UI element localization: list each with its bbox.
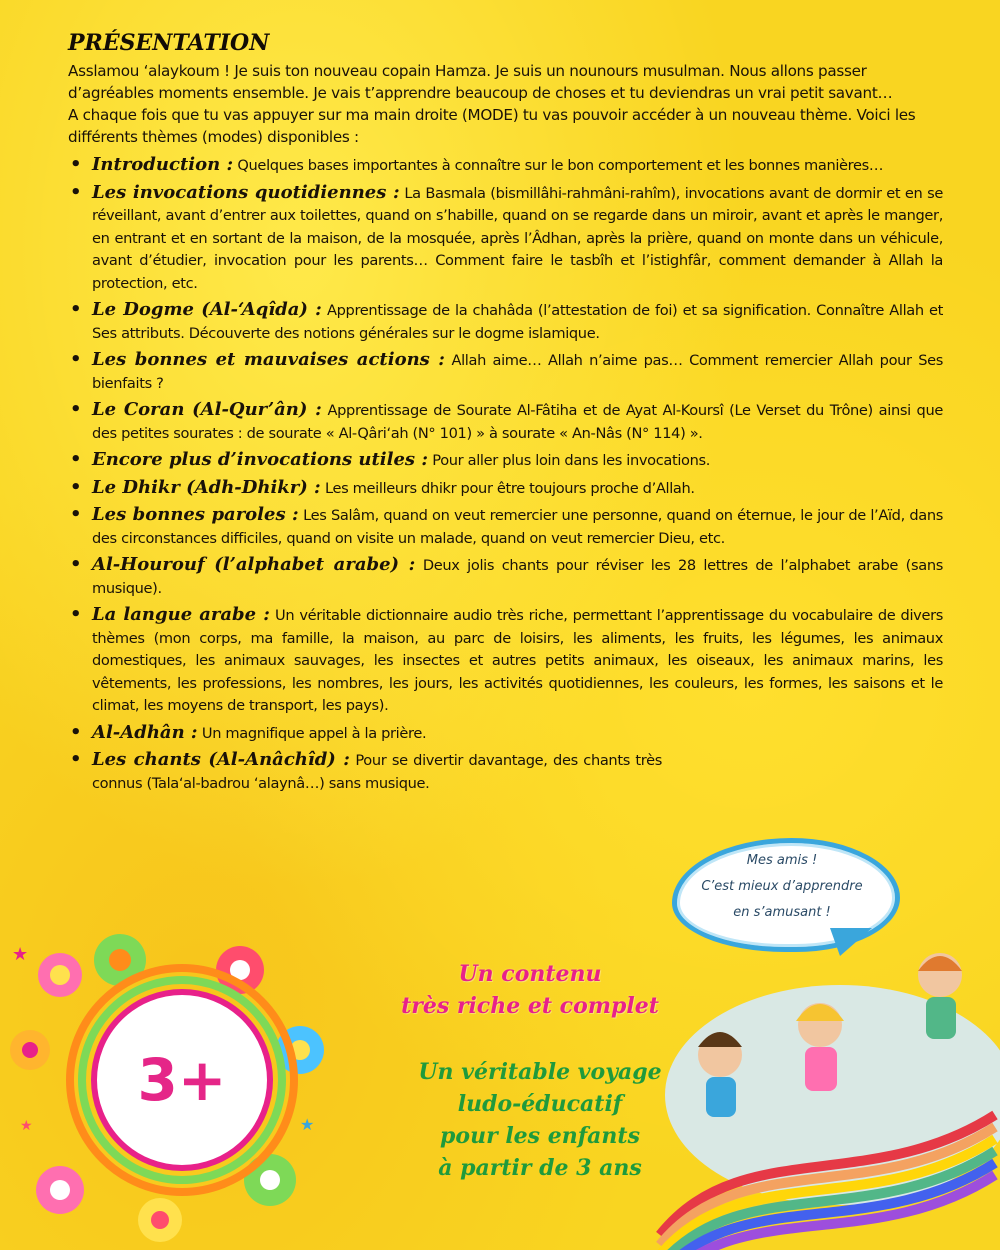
page-title: PRÉSENTATION	[68, 30, 270, 56]
flower-icon	[38, 953, 82, 997]
bubble-line: C’est mieux d’apprendre	[701, 879, 863, 894]
mode-term: Al-Hourouf (l’alphabet arabe) :	[92, 554, 416, 575]
kids-rainbow-illustration	[650, 935, 1000, 1250]
slogan-line: à partir de 3 ans	[438, 1155, 642, 1181]
list-item	[68, 477, 943, 501]
list-item	[68, 182, 943, 296]
mode-description: La Basmala (bismillâhi-rahmâni-rahîm), invocations avant de dormir et en se réveillant, avant d’entrer aux toilettes, quand on s’habille, quand on se regarde dans un miroir, avant et après le manger, en entrant et en sortant de la maison, de la mosquée, après l’Âdhan, après la prière, quand on monte dans un véhicule, avant d’étudier, invocation pour les parents… Comment faire le tasbîh et l’istighfâr, comment demander à Allah la protection, etc.	[92, 184, 943, 292]
mode-term: Introduction :	[92, 154, 234, 175]
list-item	[68, 749, 662, 795]
age-badge-label: 3+	[137, 1046, 227, 1114]
intro-paragraph: A chaque fois que tu vas appuyer sur ma main droite (MODE) tu vas pouvoir accéder à un nouveau thème. Voici les différents thèmes (modes) disponibles :	[68, 106, 916, 146]
slogan-line: ludo-éducatif	[457, 1091, 623, 1117]
mode-term: Le Dhikr (Adh-Dhikr) :	[92, 476, 321, 498]
slogan-line: Un contenu	[458, 961, 602, 987]
mode-term: Encore plus d’invocations utiles :	[92, 449, 428, 470]
list-item	[68, 349, 943, 395]
flower-icon	[10, 1030, 50, 1070]
mode-description: Un magnifique appel à la prière.	[197, 724, 427, 742]
slogan-line: Un véritable voyage	[418, 1059, 662, 1085]
list-item	[68, 722, 943, 746]
bubble-line: Mes amis !	[746, 853, 818, 868]
speech-bubble-text	[680, 848, 884, 926]
mode-term: Les chants (Al-Anâchîd) :	[92, 749, 350, 770]
slogan-line: pour les enfants	[440, 1123, 640, 1149]
mode-description: Les Salâm, quand on veut remercier une personne, quand on éternue, le jour de l’Aïd, dans des circonstances difficiles, quand on visite un malade, quand on veut remercier Dieu, etc.	[92, 507, 943, 547]
mode-description: Quelques bases importantes à connaître sur le bon comportement et les bonnes manières…	[233, 157, 884, 174]
mode-description: Pour se divertir davantage, des chants très connus (Tala‘al-badrou ‘alaynâ…) sans musique.	[92, 752, 662, 792]
mode-term: Le Coran (Al-Qur’ân) :	[92, 399, 322, 420]
bubble-line: en s’amusant !	[733, 905, 831, 920]
mode-description: Allah aime… Allah n’aime pas… Comment remercier Allah pour Ses bienfaits ?	[92, 352, 943, 392]
intro	[68, 60, 943, 148]
flower-icon	[244, 1154, 296, 1206]
list-item	[68, 399, 943, 445]
list-item	[68, 154, 943, 178]
star-icon: ★	[12, 944, 29, 965]
list-item	[68, 554, 943, 600]
presentation-section	[68, 30, 943, 799]
list-item	[68, 299, 943, 345]
mode-description: Apprentissage de la chahâda (l’attestation de foi) et sa signification. Connaître Allah et Ses attributs. Découverte des notions générales sur le dogme islamique.	[92, 302, 943, 342]
intro-paragraph: Asslamou ‘alaykoum ! Je suis ton nouveau copain Hamza. Je suis un nounours musulman. Nous allons passer d’agréables moments ensemble. Je vais t’apprendre beaucoup de choses et tu deviendras un vrai petit savant…	[68, 62, 893, 102]
mode-description: Les meilleurs dhikr pour être toujours proche d’Allah.	[320, 479, 695, 497]
mode-term: La langue arabe :	[92, 604, 270, 625]
modes-list	[68, 154, 943, 795]
mode-description: Deux jolis chants pour réviser les 28 lettres de l’alphabet arabe (sans musique).	[92, 557, 944, 597]
flower-icon	[138, 1198, 182, 1242]
slogan-line: très riche et complet	[401, 993, 659, 1019]
star-icon: ★	[300, 1115, 315, 1134]
mode-description: Un véritable dictionnaire audio très riche, permettant l’apprentissage du vocabulaire de divers thèmes (mon corps, ma famille, la maison, au parc de loisirs, les aliments, les fruits, les légumes, les animaux domestiques, les animaux sauvages, les insectes et autres petits animaux, les oiseaux, les animaux marins, les vêtements, les professions, les nombres, les jours, les activités quotidiennes, les couleurs, les formes, les saisons et le climat, les moyens de transport, les pays).	[92, 607, 943, 714]
list-item	[68, 604, 943, 718]
list-item	[68, 449, 943, 473]
mode-description: Pour aller plus loin dans les invocations.	[427, 452, 711, 469]
flower-icon	[36, 1166, 84, 1214]
mode-term: Les invocations quotidiennes :	[92, 181, 400, 203]
mode-term: Le Dogme (Al-‘Aqîda) :	[92, 299, 322, 320]
list-item	[68, 504, 943, 550]
mode-description: Apprentissage de Sourate Al-Fâtiha et de Ayat Al-Koursî (Le Verset du Trône) ainsi que des petites sourates : de sourate « Al-Qâri‘ah (N° 101) » à sourate « An-Nâs (N° 114) ».	[92, 402, 943, 442]
mode-term: Al-Adhân :	[92, 721, 198, 743]
mode-term: Les bonnes paroles :	[92, 504, 299, 525]
star-icon: ★	[20, 1118, 33, 1134]
mode-term: Les bonnes et mauvaises actions :	[92, 349, 445, 370]
